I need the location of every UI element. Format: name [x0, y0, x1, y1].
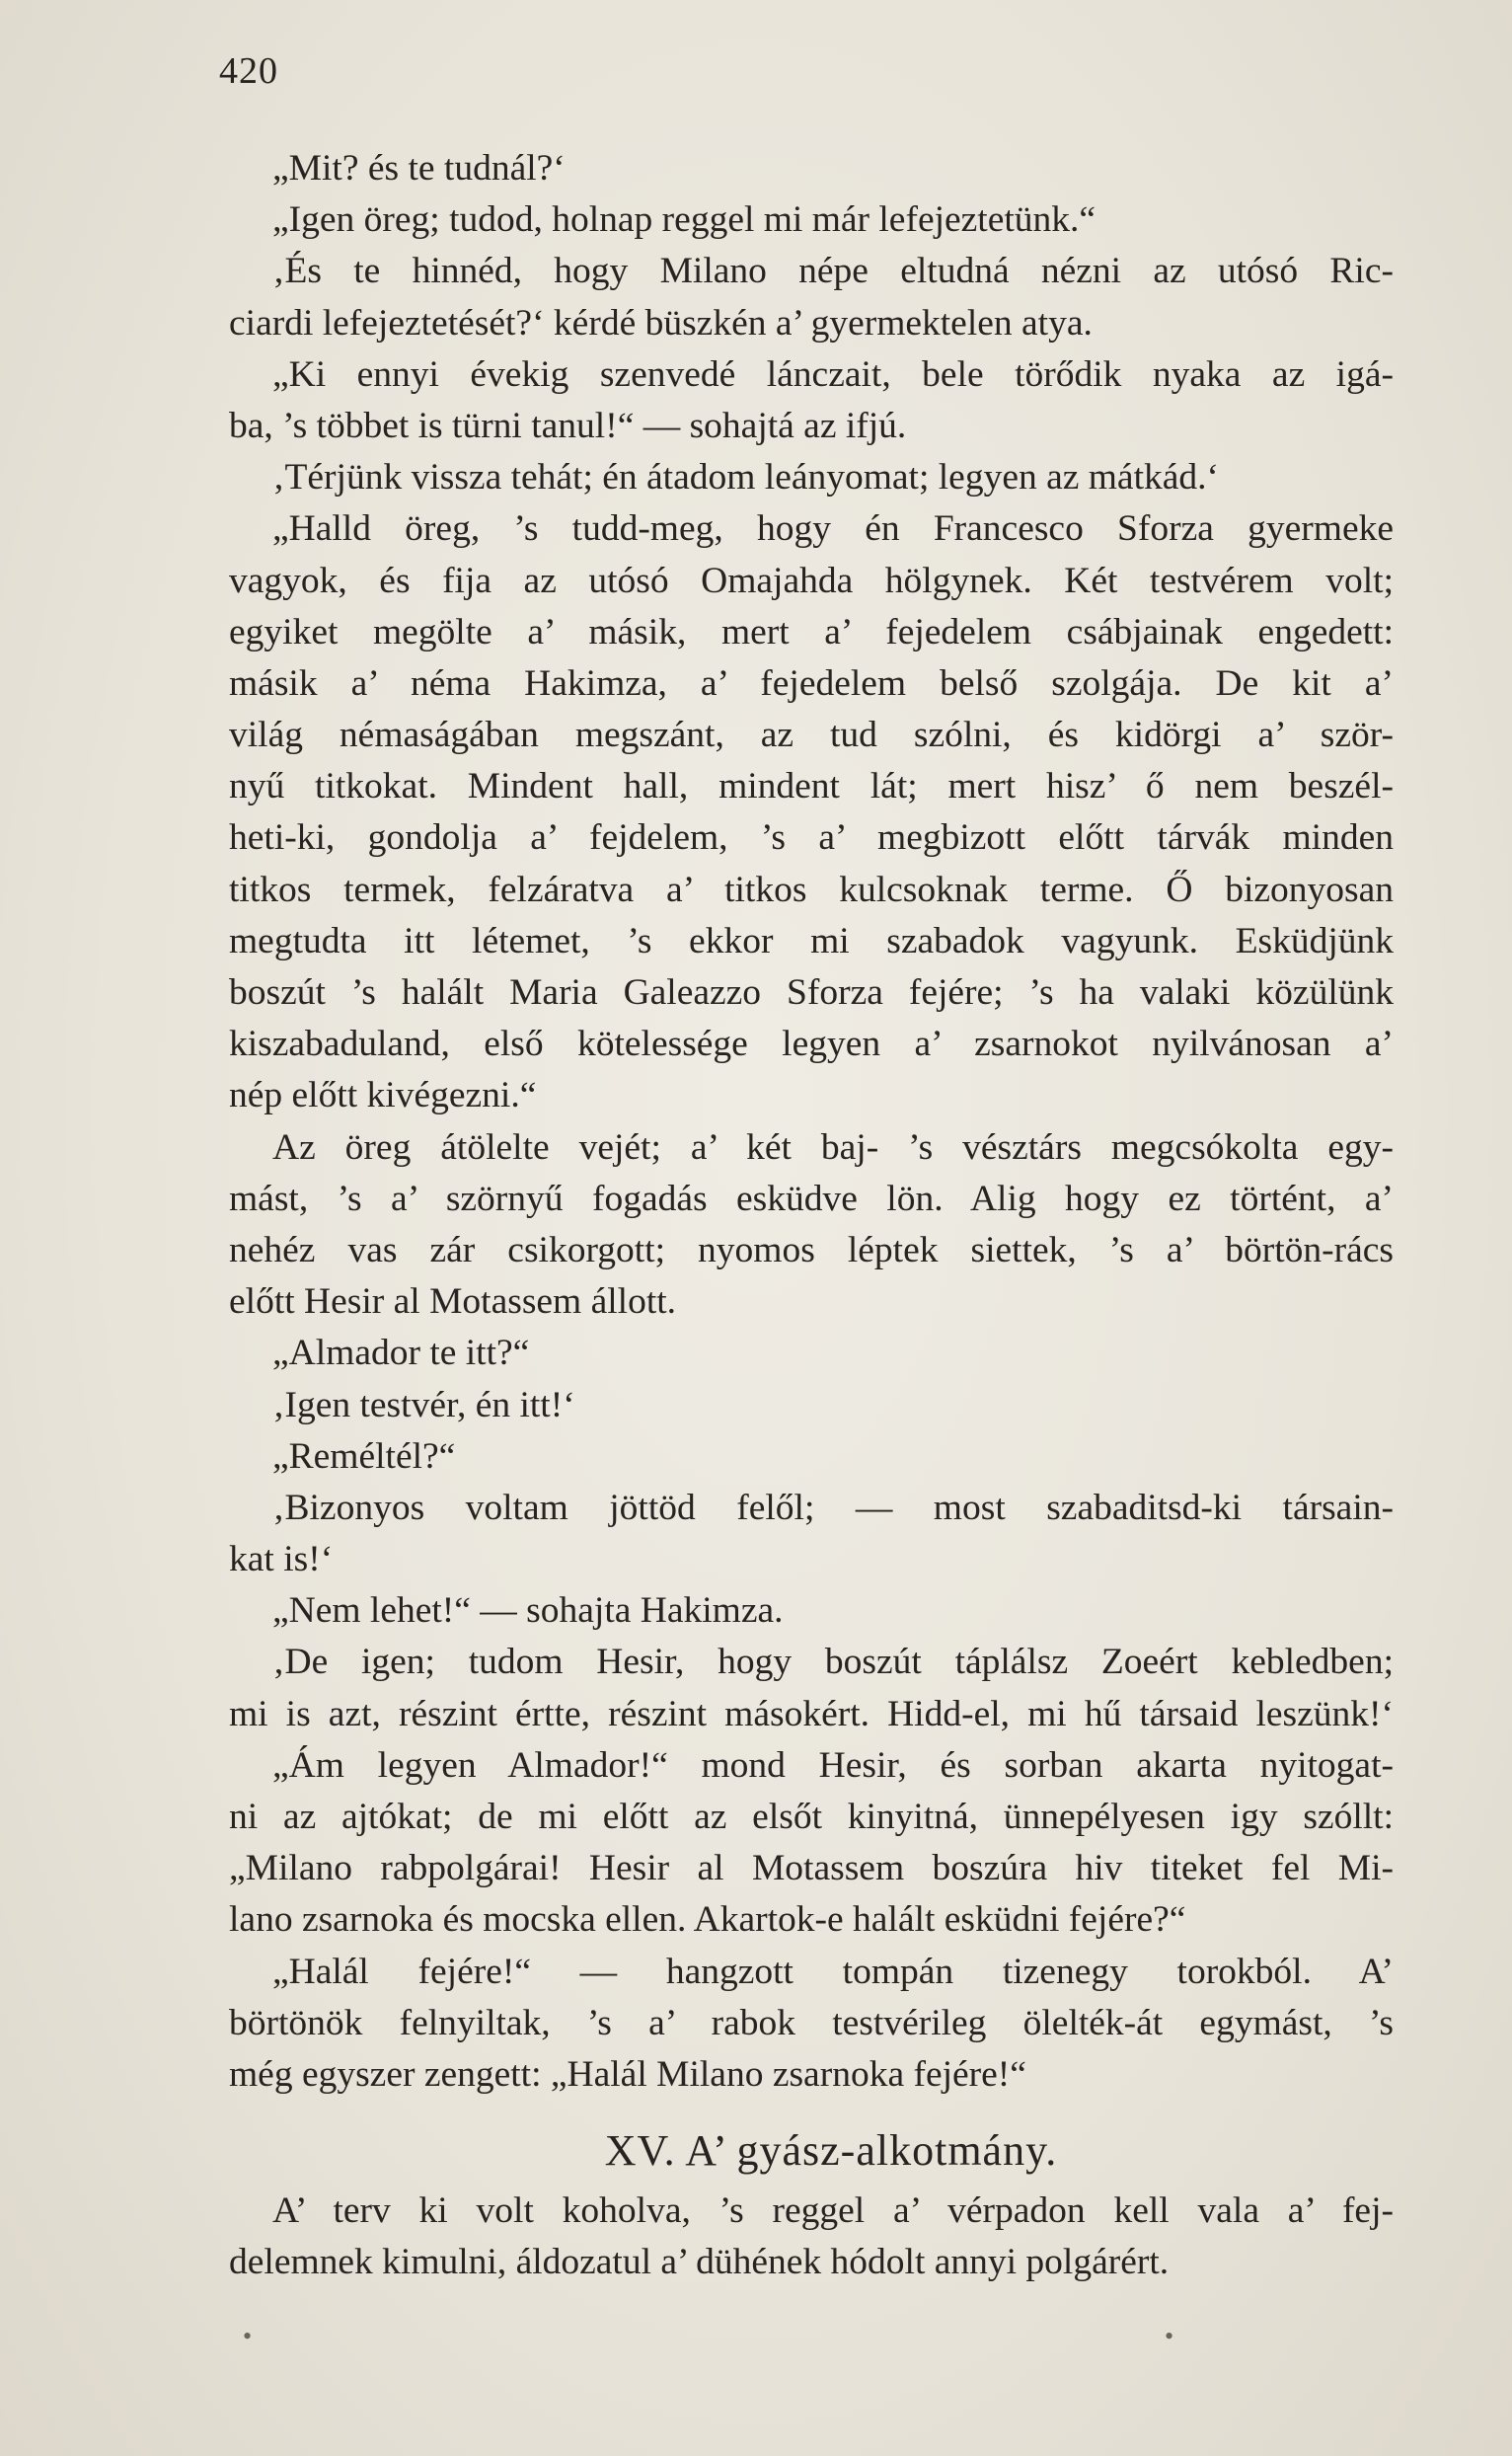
text-line: ‚Bizonyos voltam jöttöd felől; — most szabaditsd-ki társain- [272, 1487, 1394, 1528]
text-line: kiszabaduland, első kötelessége legyen a’ zsarnokot nyilvánosan a’ [229, 1024, 1394, 1065]
text-line: „Halál fejére!“ — hangzott tompán tizenegy torokból. A’ [272, 1951, 1394, 1992]
text-line: ‚Térjünk vissza tehát; én átadom leányomat; legyen az mátkád.‘ [272, 457, 1219, 499]
text-line: Az öreg átölelte vejét; a’ két baj- ’s vésztárs megcsókolta egy- [272, 1126, 1394, 1168]
text-line: vagyok, és fija az utósó Omajahda hölgynek. Két testvérem volt; [229, 560, 1394, 601]
text-line: „Mit? és te tudnál?‘ [272, 148, 566, 189]
text-line: mást, ’s a’ szörnyű fogadás esküdve lön. Alig hogy ez történt, a’ [229, 1178, 1394, 1219]
text-line: megtudta itt létemet, ’s ekkor mi szabadok vagyunk. Esküdjünk [229, 920, 1394, 961]
text-line: „Ki ennyi évekig szenvedé lánczait, bele törődik nyaka az igá- [272, 353, 1394, 395]
text-line: még egyszer zengett: „Halál Milano zsarnoka fejére!“ [229, 2053, 1026, 2095]
footer-mark-left: • [243, 2322, 253, 2350]
text-line: lano zsarnoka és mocska ellen. Akartok-e halált esküdni fejére?“ [229, 1899, 1186, 1941]
text-line: titkos termek, felzáratva a’ titkos kulcsoknak terme. Ő bizonyosan [229, 869, 1394, 910]
text-line: ‚De igen; tudom Hesir, hogy boszút táplálsz Zoeért kebledben; [272, 1642, 1394, 1683]
text-line: „Nem lehet!“ — sohajta Hakimza. [272, 1590, 784, 1632]
text-line: másik a’ néma Hakimza, a’ fejedelem belső szolgája. De kit a’ [229, 662, 1394, 704]
text-line: egyiket megölte a’ másik, mert a’ fejedelem csábjainak engedett: [229, 611, 1394, 652]
text-line: előtt Hesir al Motassem állott. [229, 1281, 677, 1323]
text-line: világ némaságában megszánt, az tud szólni, és kidörgi a’ ször- [229, 715, 1394, 756]
text-line: ‚Igen testvér, én itt!‘ [272, 1384, 575, 1425]
text-part-1 [229, 143, 1394, 2101]
text-line: kat is!‘ [229, 1539, 334, 1580]
text-line: „Igen öreg; tudod, holnap reggel mi már lefejeztetünk.“ [272, 199, 1096, 241]
text-line: heti-ki, gondolja a’ fejdelem, ’s a’ megbizott előtt tárvák minden [229, 817, 1394, 859]
text-line: „Halld öreg, ’s tudd-meg, hogy én Francesco Sforza gyermeke [272, 508, 1394, 550]
text-line: nehéz vas zár csikorgott; nyomos léptek siettek, ’s a’ börtön-rács [229, 1229, 1394, 1270]
text-line: ni az ajtókat; de mi előtt az elsőt kinyitná, ünnepélyesen igy szóllt: [229, 1797, 1394, 1837]
text-line: ciardi lefejeztetését?‘ kérdé büszkén a’ gyermektelen atya. [229, 302, 1093, 344]
footer-mark-right: • [1165, 2322, 1174, 2350]
text-line: „Ám legyen Almador!“ mond Hesir, és sorban akarta nyitogat- [272, 1744, 1394, 1786]
text-line: mi is azt, részint értte, részint másokért. Hidd-el, mi hű társaid leszünk!‘ [229, 1693, 1394, 1734]
text-line: „Reméltél?“ [272, 1435, 456, 1477]
text-line: börtönök felnyiltak, ’s a’ rabok testvérileg ölelték-át egymást, ’s [229, 2002, 1394, 2043]
text-line: „Almador te itt?“ [272, 1333, 530, 1374]
text-line: boszút ’s halált Maria Galeazzo Sforza fejére; ’s ha valaki közülünk [229, 972, 1394, 1013]
text-line: ba, ’s többet is türni tanul!“ — sohajtá az ifjú. [229, 405, 907, 446]
text-part-2 [229, 2186, 1394, 2288]
text-line: nép előtt kivégezni.“ [229, 1075, 537, 1116]
text-line: ‚És te hinnéd, hogy Milano népe eltudná nézni az utósó Ric- [272, 251, 1394, 292]
chapter-heading: XV. A’ gyász-alkotmány. [604, 2126, 1058, 2176]
text-line: „Milano rabpolgárai! Hesir al Motassem boszúra hiv titeket fel Mi- [229, 1848, 1394, 1889]
text-line: nyű titkokat. Mindent hall, mindent lát; mert hisz’ ő nem beszél- [229, 766, 1394, 807]
page-number: 420 [219, 50, 278, 92]
body-text [229, 143, 1394, 2289]
text-line: A’ terv ki volt koholva, ’s reggel a’ vérpadon kell vala a’ fej- [272, 2190, 1394, 2232]
text-line: delemnek kimulni, áldozatul a’ dühének hódolt annyi polgárért. [229, 2242, 1170, 2283]
